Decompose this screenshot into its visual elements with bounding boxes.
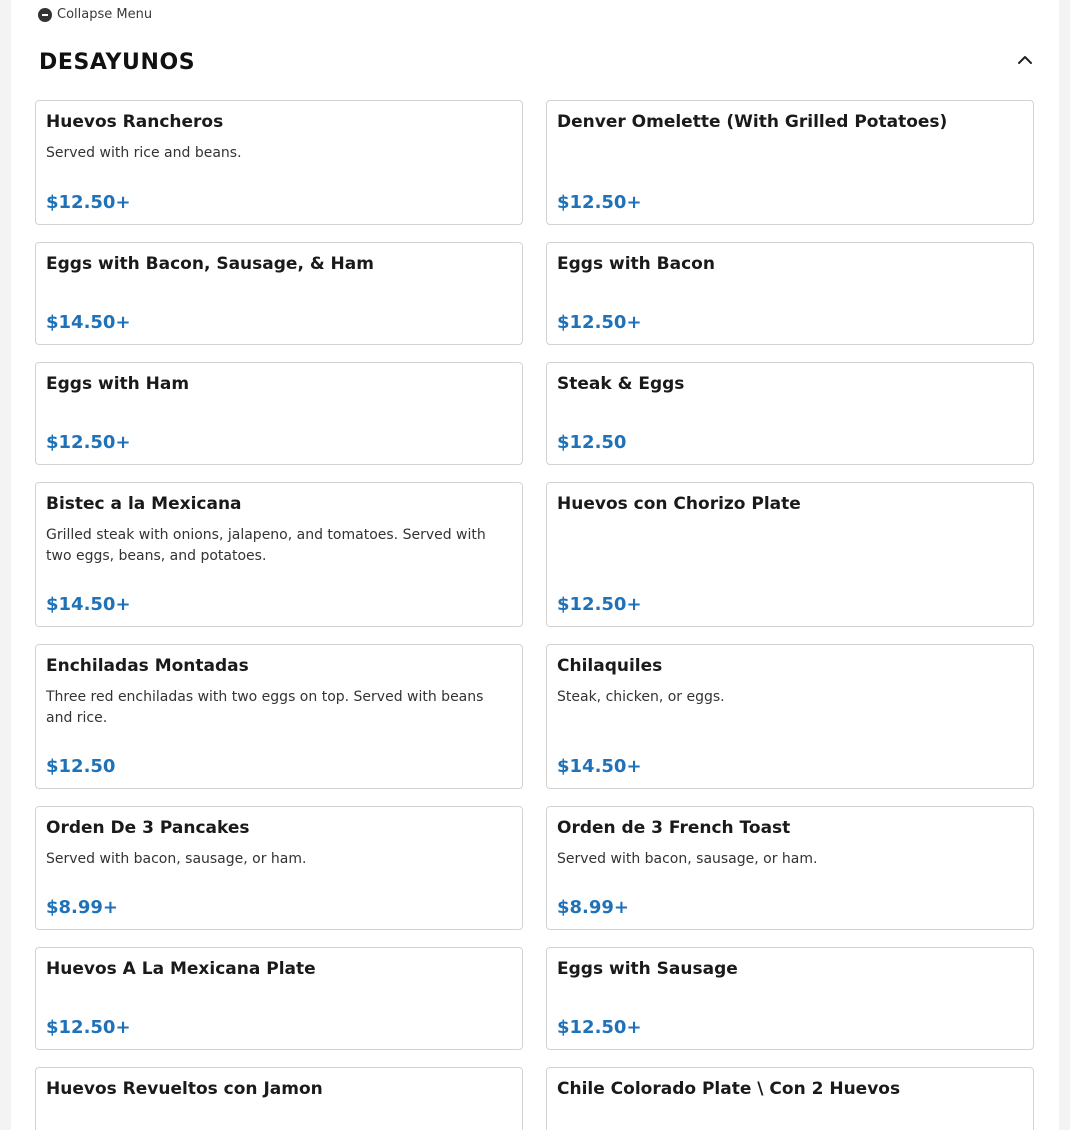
item-name: Chile Colorado Plate \ Con 2 Huevos [557,1079,901,1099]
menu-item-card[interactable] [35,362,523,465]
menu-item-card[interactable] [546,806,1034,930]
menu-item-card[interactable] [546,362,1034,465]
item-price: $12.50+ [557,192,642,213]
item-name: Huevos Rancheros [46,112,224,132]
item-name: Enchiladas Montadas [46,656,249,676]
item-name: Steak & Eggs [557,374,685,394]
item-price: $8.99+ [46,897,119,918]
menu-item-card[interactable] [546,482,1034,627]
item-price: $14.50+ [46,312,131,333]
menu-item-card[interactable] [35,947,523,1050]
item-description: Served with bacon, sausage, or ham. [46,851,307,867]
collapse-menu-label: Collapse Menu [57,7,153,22]
item-name: Denver Omelette (With Grilled Potatoes) [557,112,948,132]
item-name: Eggs with Sausage [557,959,738,979]
item-price: $14.50+ [557,756,642,777]
minus-circle-icon [38,8,52,22]
item-price: $12.50+ [557,594,642,615]
item-description: Three red enchiladas with two eggs on top. Served with beans and rice. [46,689,484,726]
menu-items-grid [35,100,1034,1130]
item-price: $12.50+ [46,432,131,453]
item-name: Chilaquiles [557,656,663,676]
item-price: $12.50+ [557,312,642,333]
chevron-up-icon[interactable] [1014,50,1036,68]
item-description: Served with rice and beans. [46,145,242,161]
item-description: Steak, chicken, or eggs. [557,689,725,705]
item-name: Huevos A La Mexicana Plate [46,959,316,979]
menu-item-card[interactable] [546,947,1034,1050]
item-price: $12.50+ [46,1017,131,1038]
item-price: $12.50 [46,756,116,777]
menu-item-card[interactable] [35,242,523,345]
item-name: Bistec a la Mexicana [46,494,242,514]
item-price: $12.50 [557,432,627,453]
section-title: DESAYUNOS [39,50,196,75]
collapse-menu-button[interactable] [38,7,152,22]
menu-item-card[interactable] [546,242,1034,345]
menu-item-card[interactable] [546,1067,1034,1130]
item-description: Served with bacon, sausage, or ham. [557,851,818,867]
menu-item-card[interactable] [35,806,523,930]
item-price: $8.99+ [557,897,630,918]
menu-item-card[interactable] [546,100,1034,225]
menu-item-card[interactable] [35,644,523,789]
item-name: Eggs with Bacon, Sausage, & Ham [46,254,374,274]
menu-item-card[interactable] [546,644,1034,789]
item-name: Huevos con Chorizo Plate [557,494,801,514]
item-name: Orden de 3 French Toast [557,818,791,838]
item-price: $12.50+ [46,192,131,213]
item-price: $12.50+ [557,1017,642,1038]
item-description: Grilled steak with onions, jalapeno, and tomatoes. Served with two eggs, beans, and potatoes. [46,527,486,564]
menu-item-card[interactable] [35,100,523,225]
item-name: Eggs with Ham [46,374,190,394]
item-price: $14.50+ [46,594,131,615]
item-name: Huevos Revueltos con Jamon [46,1079,323,1099]
item-name: Eggs with Bacon [557,254,715,274]
menu-panel [11,0,1059,1130]
menu-item-card[interactable] [35,482,523,627]
menu-item-card[interactable] [35,1067,523,1130]
item-name: Orden De 3 Pancakes [46,818,250,838]
